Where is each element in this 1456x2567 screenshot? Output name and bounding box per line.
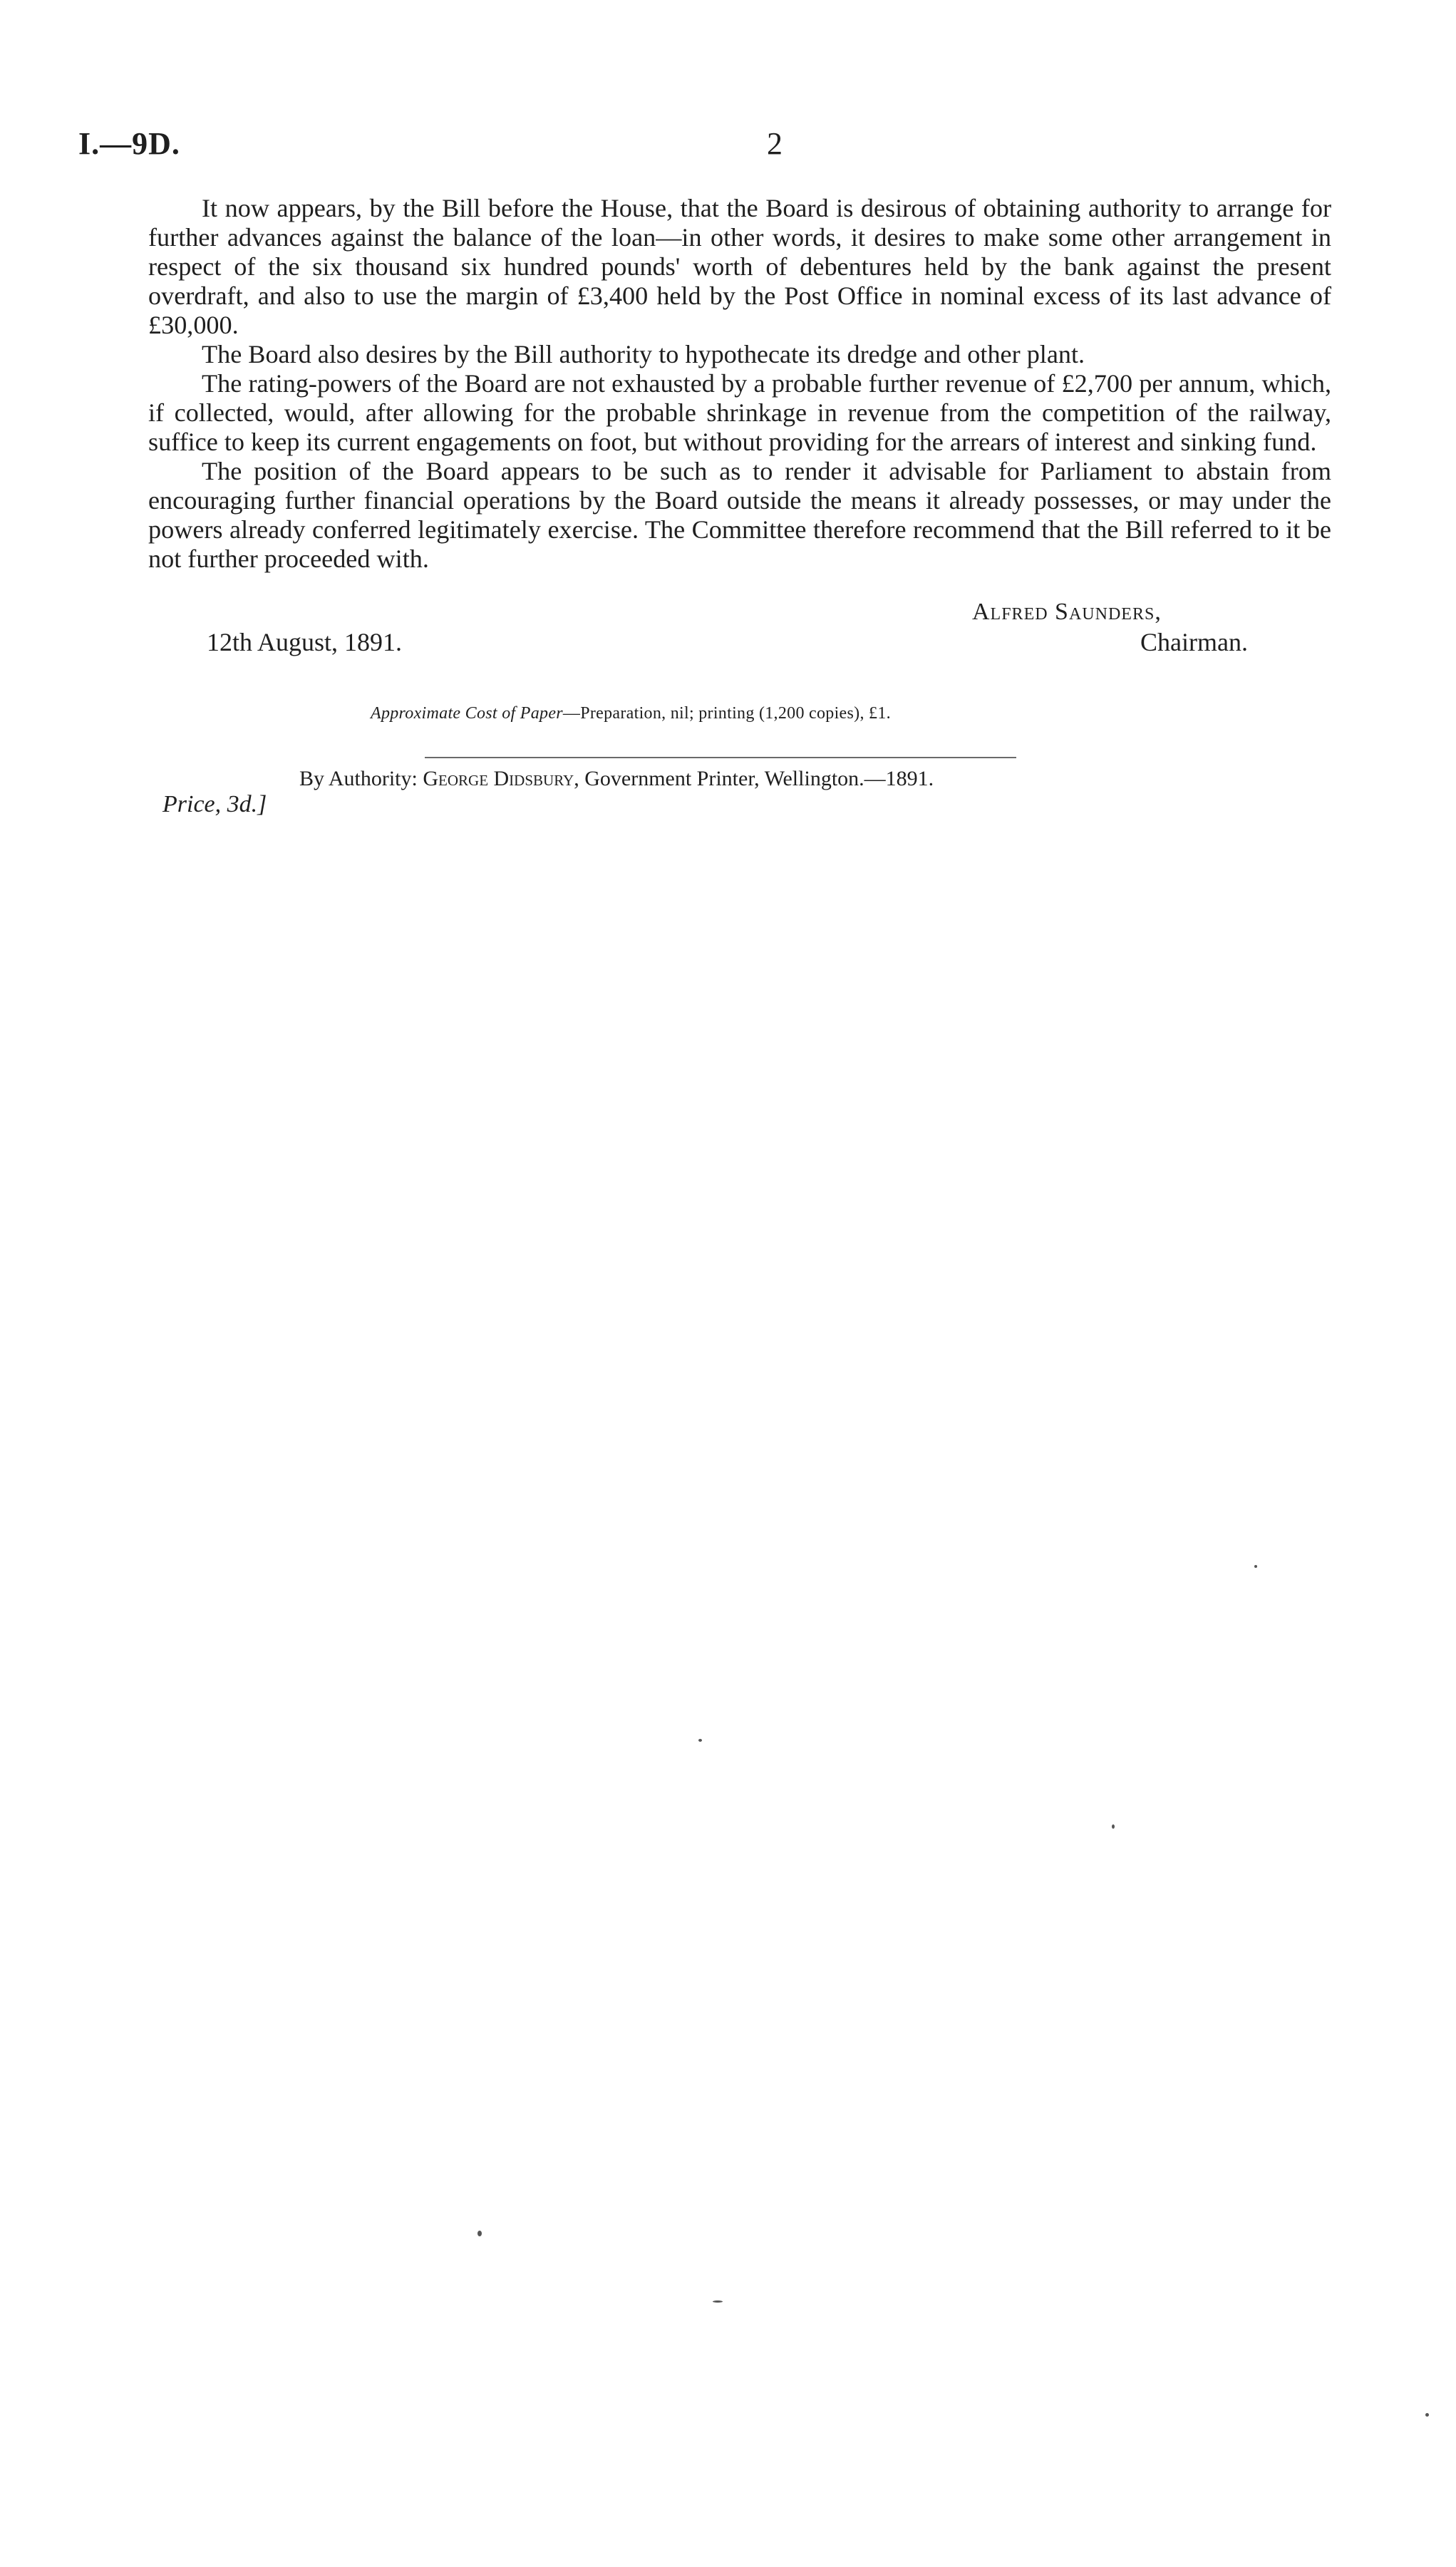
scan-speck [477, 2231, 482, 2236]
printer-imprint [299, 767, 934, 791]
imprint-suffix: , Government Printer, Wellington.—1891. [574, 767, 934, 790]
footer-rule [425, 757, 1016, 758]
scan-speck [713, 2300, 723, 2303]
cost-details: —Preparation, nil; printing (1,200 copies), £1. [562, 704, 891, 723]
signatory-name: Alfred Saunders, [972, 599, 1162, 625]
printer-name: George Didsbury [423, 767, 574, 790]
page-reference: I.—9D. [78, 126, 180, 161]
report-date: 12th August, 1891. [207, 628, 403, 656]
imprint-prefix: By Authority: [299, 767, 423, 790]
scan-speck [1112, 1824, 1115, 1829]
report-body [148, 194, 1331, 574]
page-number: 2 [767, 126, 783, 161]
cost-label: Approximate Cost of Paper [371, 704, 563, 723]
paragraph-recommendation: The position of the Board appears to be such as to render it advisable for Parliament to abstain from encouraging further financial operations by the Board outside the means it already possesses, or may under the powers already conferred legitimately exercise. The Committee therefore recommend that the Bill referred to it be not further proceeded with. [148, 457, 1331, 573]
paragraph-hypothecate-plant: The Board also desires by the Bill authority to hypothecate its dredge and other plant. [202, 340, 1085, 368]
scan-speck [1425, 2413, 1429, 2417]
cost-of-paper [371, 704, 891, 723]
paragraph-bill-authority: It now appears, by the Bill before the House, that the Board is desirous of obtaining authority to arrange for further advances against the balance of the loan—in other words, it desires to make some other arrangement in respect of the six thousand six hundred pounds' worth of debentures held by the bank against the present overdraft, and also to use the margin of £3,400 held by the Post Office in nominal excess of its last advance of £30,000. [148, 194, 1331, 339]
scan-speck [1254, 1565, 1257, 1568]
paragraph-rating-powers: The rating-powers of the Board are not exhausted by a probable further revenue of £2,700 per annum, which, if collected, would, after allowing for the probable shrinkage in revenue from the competition of the railway, suffice to keep its current engagements on foot, but without providing for the arrears of interest and sinking fund. [148, 369, 1331, 456]
scan-speck [698, 1739, 702, 1742]
price: Price, 3d.] [162, 791, 267, 817]
signatory-title: Chairman. [1140, 628, 1248, 656]
